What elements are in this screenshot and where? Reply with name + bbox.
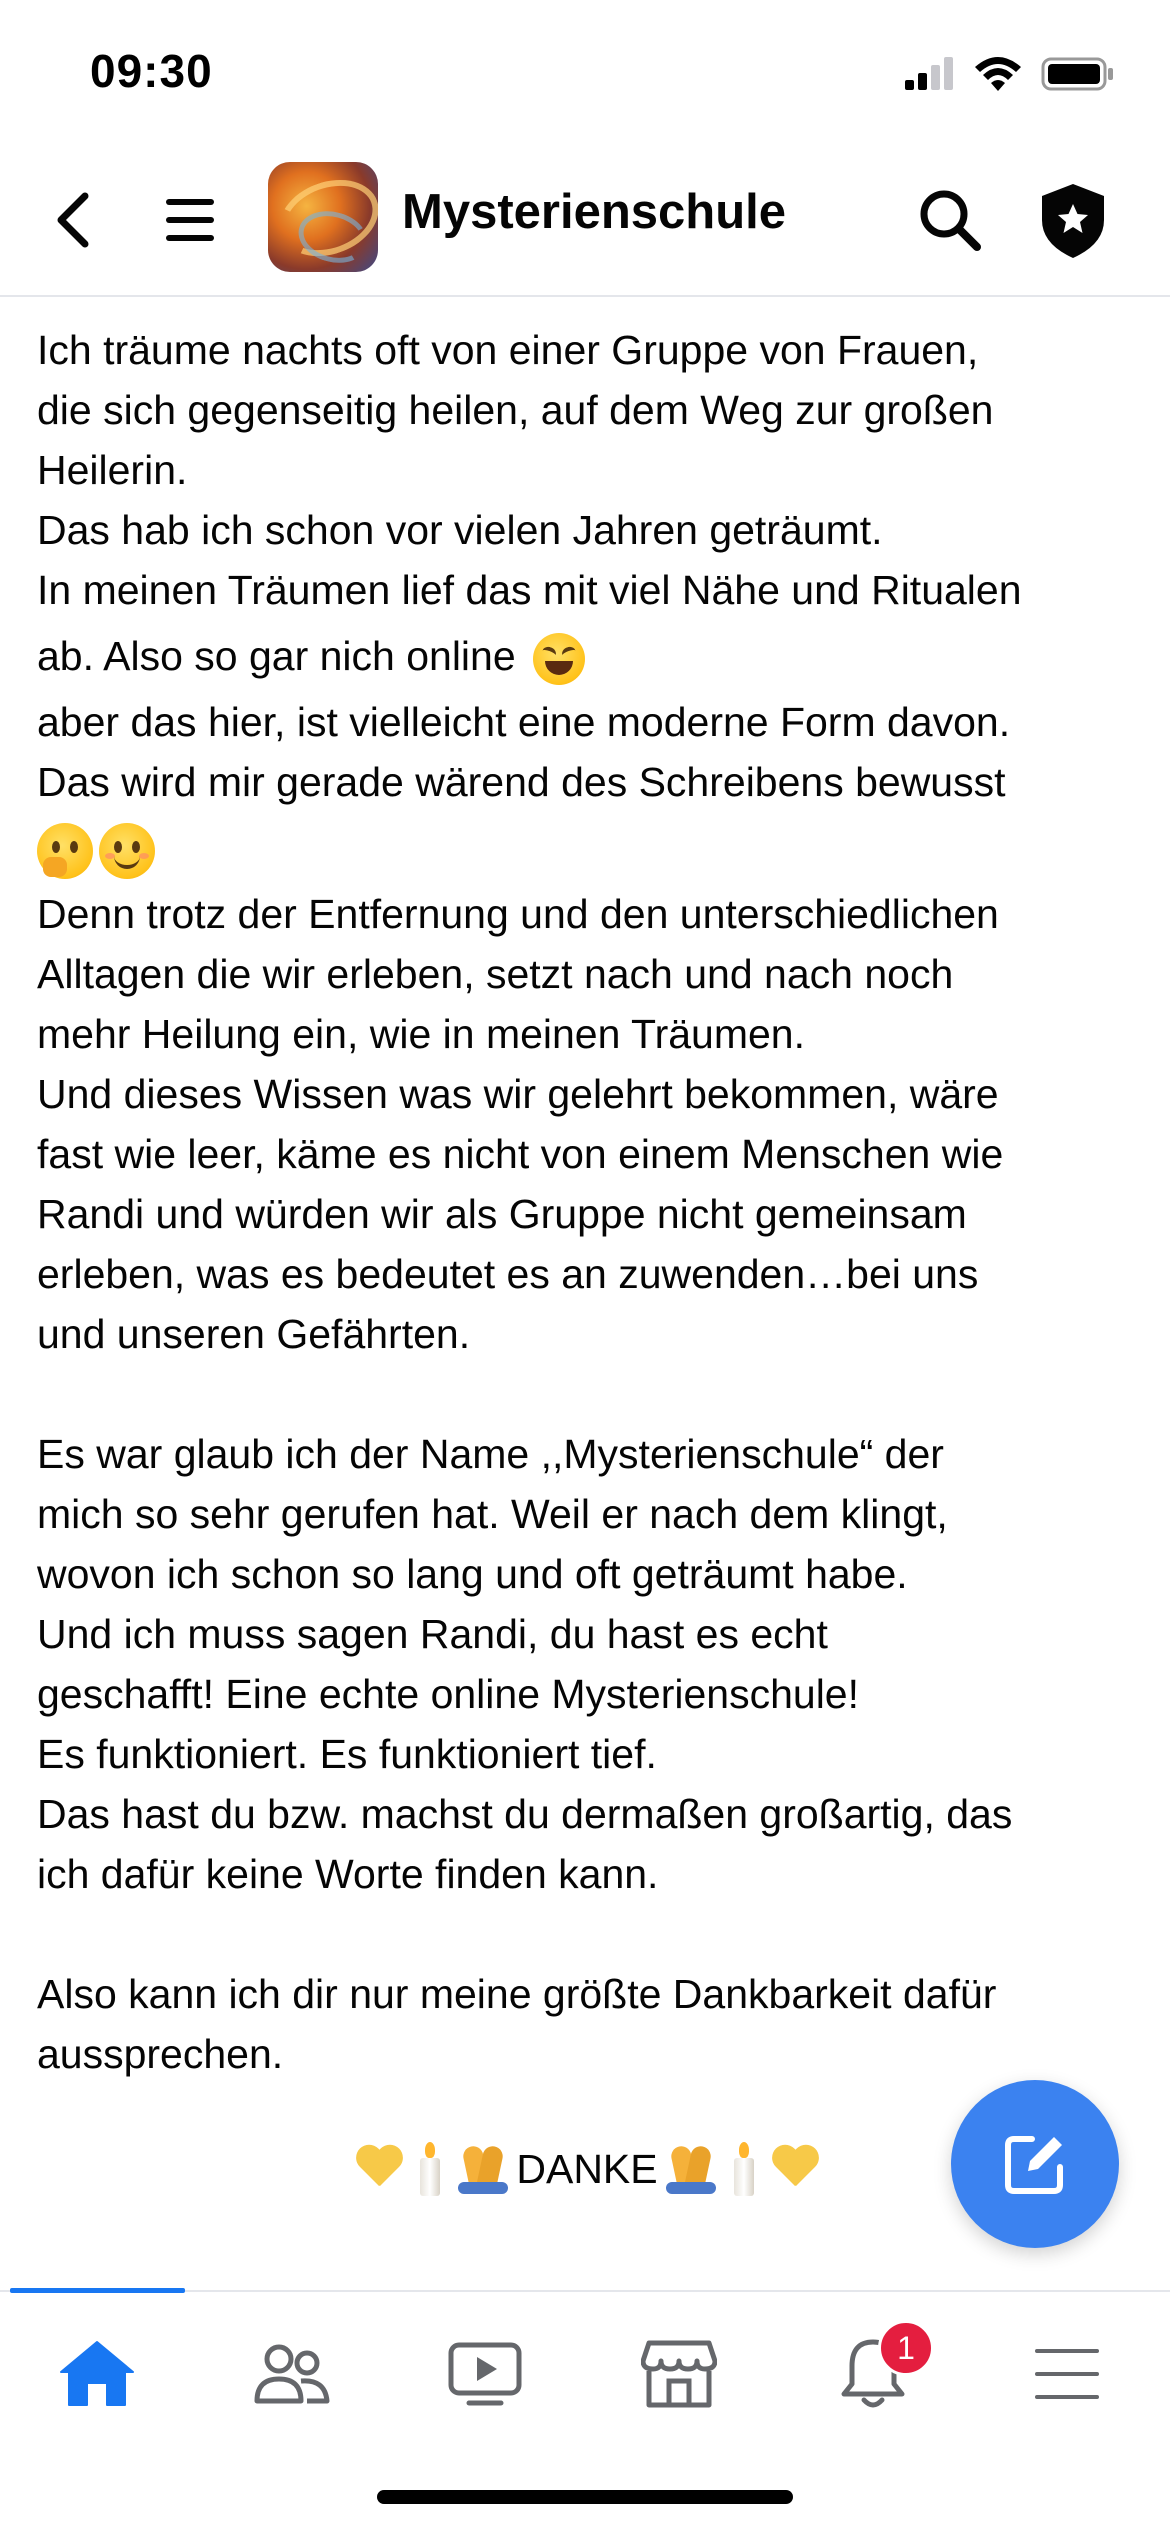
post-line: Das wird mir gerade wärend des Schreibens bewusst — [37, 759, 1006, 805]
smiling-face-icon — [99, 823, 155, 879]
tab-menu[interactable] — [992, 2314, 1142, 2434]
yellow-heart-icon — [770, 2146, 820, 2192]
folded-hands-icon — [664, 2142, 718, 2196]
post-line: geschafft! Eine echte online Mysterienschule! — [37, 1671, 860, 1717]
post-line: Also kann ich dir nur meine größte Dankbarkeit dafür — [37, 1971, 997, 2017]
post-line: mich so sehr gerufen hat. Weil er nach dem klingt, — [37, 1491, 948, 1537]
post-line: Heilerin. — [37, 447, 188, 493]
hamburger-menu-icon — [164, 197, 216, 243]
tab-groups[interactable] — [216, 2314, 366, 2434]
post-line: Es funktioniert. Es funktioniert tief. — [37, 1731, 657, 1777]
paragraph-gap — [37, 1364, 1137, 1424]
candle-icon — [724, 2142, 764, 2196]
menu-button[interactable] — [150, 180, 230, 260]
back-arrow-icon — [51, 192, 95, 248]
status-icons — [903, 55, 1115, 93]
tab-watch[interactable] — [410, 2314, 560, 2434]
post-line: Es war glaub ich der Name ,,Mysterienschule“ der — [37, 1431, 944, 1477]
post-line: wovon ich schon so lang und oft geträumt habe. — [37, 1551, 908, 1597]
yellow-heart-icon — [354, 2146, 404, 2192]
group-avatar[interactable] — [268, 162, 378, 272]
tab-home[interactable] — [22, 2314, 172, 2434]
post-line: Alltagen die wir erleben, setzt nach und nach noch — [37, 951, 954, 997]
grinning-squinting-face-icon — [533, 633, 585, 685]
compose-post-button[interactable] — [951, 2080, 1119, 2248]
post-line: und unseren Gefährten. — [37, 1311, 471, 1357]
video-icon — [447, 2341, 523, 2407]
group-header — [0, 150, 1170, 297]
admin-shield-icon — [1038, 182, 1108, 260]
status-time: 09:30 — [90, 45, 213, 97]
post-line: mehr Heilung ein, wie in meinen Träumen. — [37, 1011, 805, 1057]
post-body — [37, 320, 1137, 2214]
thinking-face-icon — [37, 823, 93, 879]
back-button[interactable] — [38, 180, 108, 260]
compose-edit-icon — [1002, 2131, 1068, 2197]
tab-notifications[interactable] — [798, 2314, 948, 2434]
active-tab-indicator — [10, 2288, 185, 2293]
post-line: Das hab ich schon vor vielen Jahren geträumt. — [37, 507, 883, 553]
home-indicator — [377, 2490, 793, 2504]
post-line: Denn trotz der Entfernung und den unterschiedlichen — [37, 891, 999, 937]
post-line: Und ich muss sagen Randi, du hast es echt — [37, 1611, 828, 1657]
search-button[interactable] — [910, 180, 990, 260]
group-title[interactable]: Mysterienschule — [402, 185, 786, 239]
cellular-signal-icon — [903, 56, 955, 92]
tab-marketplace[interactable] — [604, 2314, 754, 2434]
marketplace-icon — [641, 2339, 717, 2409]
post-line-with-emoji — [37, 620, 1137, 692]
post-line: In meinen Träumen lief das mit viel Nähe und Ritualen — [37, 567, 1022, 613]
admin-tools-button[interactable] — [1030, 178, 1115, 263]
post-line: Und dieses Wissen was wir gelehrt bekommen, wäre — [37, 1071, 999, 1117]
post-line: Randi und würden wir als Gruppe nicht gemeinsam — [37, 1191, 967, 1237]
post-line: Ich träume nachts oft von einer Gruppe von Frauen, — [37, 327, 979, 373]
candle-icon — [410, 2142, 450, 2196]
emoji-line — [37, 812, 1137, 884]
post-line: aber das hier, ist vielleicht eine moderne Form davon. — [37, 699, 1011, 745]
groups-icon — [251, 2341, 331, 2407]
post-line: ich dafür keine Worte finden kann. — [37, 1851, 659, 1897]
post-line: Das hast du bzw. machst du dermaßen großartig, das — [37, 1791, 1013, 1837]
status-bar — [0, 0, 1170, 150]
post-line: erleben, was es bedeutet es an zuwenden…bei uns — [37, 1251, 979, 1297]
wifi-icon — [973, 55, 1023, 93]
post-line-text: ab. Also so gar nich online — [37, 633, 516, 679]
battery-icon — [1041, 56, 1115, 92]
post-line: die sich gegenseitig heilen, auf dem Weg zur großen — [37, 387, 994, 433]
post-line: aussprechen. — [37, 2031, 284, 2077]
post-line: fast wie leer, käme es nicht von einem Menschen wie — [37, 1131, 1004, 1177]
home-icon — [59, 2339, 135, 2409]
search-icon — [917, 187, 983, 253]
folded-hands-icon — [456, 2142, 510, 2196]
hamburger-menu-icon — [1033, 2346, 1101, 2402]
thanks-text: DANKE — [516, 2145, 658, 2192]
notification-badge: 1 — [878, 2320, 934, 2376]
paragraph-gap — [37, 1904, 1137, 1964]
